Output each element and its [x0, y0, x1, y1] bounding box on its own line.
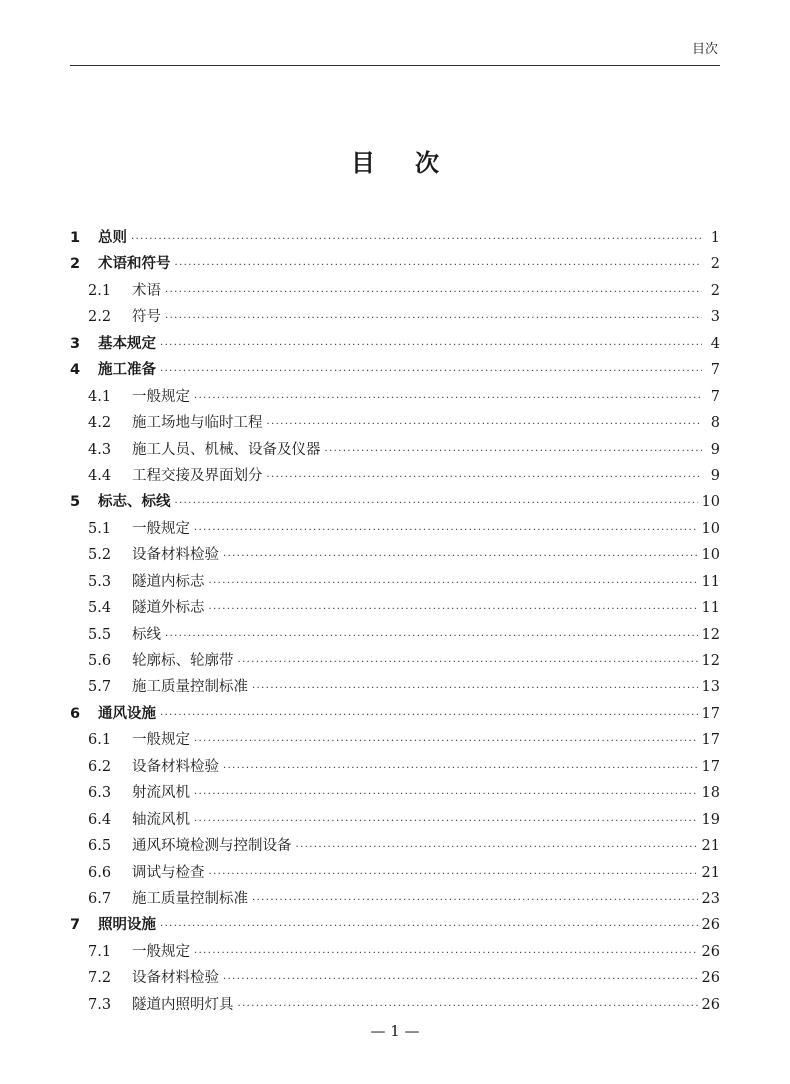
entry-number: 7.3 — [88, 996, 112, 1013]
entry-title: 一般规定 — [132, 732, 190, 749]
entry-number: 4.1 — [88, 388, 112, 405]
entry-page: 9 — [710, 441, 720, 458]
dot-leader — [175, 260, 703, 271]
entry-title: 隧道内照明灯具 — [132, 996, 234, 1013]
toc-entry[interactable] — [70, 887, 720, 913]
entry-number: 6.5 — [88, 838, 112, 855]
entry-title: 术语 — [132, 282, 161, 299]
entry-page: 19 — [701, 811, 720, 828]
dot-leader — [160, 340, 702, 351]
entry-number: 4.2 — [88, 415, 112, 432]
entry-title: 设备材料检验 — [132, 758, 219, 775]
entry-number: 4 — [70, 362, 81, 379]
toc-entry[interactable] — [70, 702, 720, 728]
entry-number: 7 — [70, 917, 81, 934]
entry-page: 21 — [701, 838, 720, 855]
entry-page: 18 — [701, 785, 720, 802]
entry-page: 4 — [710, 335, 720, 352]
toc-entry[interactable] — [70, 570, 720, 596]
toc-entry[interactable] — [70, 834, 720, 860]
entry-title: 基本规定 — [98, 335, 156, 352]
entry-page: 26 — [701, 943, 720, 960]
entry-page: 26 — [701, 970, 720, 987]
toc-entry[interactable] — [70, 279, 720, 305]
entry-page: 21 — [701, 864, 720, 881]
entry-page: 12 — [701, 653, 720, 669]
dot-leader — [209, 604, 698, 615]
dot-leader — [194, 525, 698, 536]
dot-leader — [160, 366, 702, 377]
entry-title: 施工场地与临时工程 — [132, 415, 263, 432]
entry-title: 隧道外标志 — [132, 600, 205, 617]
entry-number: 6.1 — [88, 732, 112, 749]
entry-number: 5.6 — [88, 653, 112, 669]
entry-title: 工程交接及界面划分 — [132, 467, 263, 484]
dot-leader — [160, 710, 698, 721]
entry-page: 7 — [710, 388, 720, 405]
entry-page: 9 — [710, 467, 720, 484]
toc-entry[interactable] — [70, 993, 720, 1019]
toc-entry[interactable] — [70, 411, 720, 437]
entry-page: 10 — [701, 494, 720, 511]
entry-page: 1 — [710, 230, 720, 246]
toc-entry[interactable] — [70, 226, 720, 252]
entry-number: 5.4 — [88, 600, 112, 617]
toc-entry[interactable] — [70, 305, 720, 331]
entry-title: 一般规定 — [132, 943, 190, 960]
dot-leader — [238, 657, 698, 668]
dot-leader — [296, 842, 698, 853]
entry-number: 5.2 — [88, 547, 112, 564]
toc-entry[interactable] — [70, 464, 720, 490]
toc-entry[interactable] — [70, 623, 720, 649]
entry-number: 4.4 — [88, 467, 112, 484]
entry-title: 调试与检查 — [132, 864, 205, 881]
entry-number: 6.6 — [88, 864, 112, 881]
dot-leader — [252, 683, 698, 694]
toc-entry[interactable] — [70, 490, 720, 516]
toc-entry[interactable] — [70, 808, 720, 834]
entry-title: 一般规定 — [132, 520, 190, 537]
entry-title: 施工质量控制标准 — [132, 679, 248, 696]
toc-entry[interactable] — [70, 728, 720, 754]
table-of-contents — [70, 226, 720, 1019]
entry-page: 26 — [701, 996, 720, 1013]
entry-number: 5 — [70, 494, 81, 511]
entry-number: 3 — [70, 335, 81, 352]
entry-title: 一般规定 — [132, 388, 190, 405]
entry-title: 符号 — [132, 309, 161, 326]
toc-entry[interactable] — [70, 543, 720, 569]
entry-title: 照明设施 — [98, 917, 156, 934]
entry-number: 5.5 — [88, 626, 112, 643]
dot-leader — [165, 631, 698, 642]
toc-entry[interactable] — [70, 332, 720, 358]
dot-leader — [194, 816, 698, 827]
dot-leader — [223, 763, 698, 774]
entry-number: 1 — [70, 230, 81, 246]
header-rule — [70, 65, 720, 66]
entry-title: 隧道内标志 — [132, 573, 205, 590]
entry-page: 7 — [710, 362, 720, 379]
entry-page: 23 — [701, 890, 720, 907]
dot-leader — [194, 948, 698, 959]
entry-title: 轮廓标、轮廓带 — [132, 653, 234, 669]
toc-entry[interactable] — [70, 940, 720, 966]
toc-entry[interactable] — [70, 252, 720, 278]
toc-entry[interactable] — [70, 755, 720, 781]
entry-title: 施工准备 — [98, 362, 156, 379]
entry-page: 12 — [701, 626, 720, 643]
entry-number: 6.7 — [88, 890, 112, 907]
entry-number: 5.1 — [88, 520, 112, 537]
entry-page: 17 — [701, 705, 720, 722]
dot-leader — [325, 446, 703, 457]
entry-number: 6 — [70, 705, 81, 722]
entry-number: 4.3 — [88, 441, 112, 458]
entry-title: 术语和符号 — [98, 256, 171, 273]
entry-title: 施工质量控制标准 — [132, 890, 248, 907]
entry-number: 2.2 — [88, 309, 112, 326]
entry-title: 轴流风机 — [132, 811, 190, 828]
dot-leader — [165, 287, 702, 298]
entry-page: 2 — [710, 282, 720, 299]
page-title: 目次 — [351, 149, 479, 177]
dot-leader — [160, 921, 698, 932]
entry-page: 2 — [710, 256, 720, 273]
entry-number: 5.3 — [88, 573, 112, 590]
entry-page: 17 — [701, 758, 720, 775]
dot-leader — [267, 472, 703, 483]
page-number-footer: — 1 — — [370, 1022, 420, 1040]
entry-number: 6.3 — [88, 785, 112, 802]
entry-title: 通风环境检测与控制设备 — [132, 838, 292, 855]
entry-title: 总则 — [98, 230, 127, 246]
entry-title: 设备材料检验 — [132, 970, 219, 987]
dot-leader — [252, 895, 698, 906]
entry-number: 7.2 — [88, 970, 112, 987]
entry-title: 标志、标线 — [98, 494, 171, 511]
toc-entry[interactable] — [70, 861, 720, 887]
entry-number: 2.1 — [88, 282, 112, 299]
dot-leader — [194, 736, 698, 747]
toc-entry[interactable] — [70, 913, 720, 939]
dot-leader — [238, 1001, 698, 1012]
entry-page: 26 — [701, 917, 720, 934]
dot-leader — [267, 419, 703, 430]
dot-leader — [209, 578, 698, 589]
entry-number: 6.2 — [88, 758, 112, 775]
dot-leader — [175, 498, 698, 509]
dot-leader — [194, 393, 702, 404]
dot-leader — [194, 789, 698, 800]
entry-page: 17 — [701, 732, 720, 749]
entry-number: 6.4 — [88, 811, 112, 828]
toc-entry[interactable] — [70, 358, 720, 384]
dot-leader — [165, 313, 702, 324]
entry-page: 8 — [710, 415, 720, 432]
entry-page: 13 — [701, 679, 720, 696]
toc-entry[interactable] — [70, 675, 720, 701]
dot-leader — [209, 869, 698, 880]
dot-leader — [131, 234, 702, 245]
running-head: 目次 — [691, 42, 718, 57]
entry-number: 7.1 — [88, 943, 112, 960]
entry-number: 5.7 — [88, 679, 112, 696]
entry-title: 施工人员、机械、设备及仪器 — [132, 441, 321, 458]
toc-entry[interactable] — [70, 596, 720, 622]
entry-page: 10 — [701, 520, 720, 537]
toc-entry[interactable] — [70, 385, 720, 411]
toc-entry[interactable] — [70, 517, 720, 543]
entry-number: 2 — [70, 256, 81, 273]
entry-title: 射流风机 — [132, 785, 190, 802]
dot-leader — [223, 551, 698, 562]
entry-page: 11 — [701, 600, 720, 617]
toc-entry[interactable] — [70, 649, 720, 675]
entry-page: 10 — [701, 547, 720, 564]
toc-entry[interactable] — [70, 966, 720, 992]
entry-page: 3 — [710, 309, 720, 326]
entry-title: 通风设施 — [98, 705, 156, 722]
entry-page: 11 — [701, 573, 720, 590]
entry-title: 设备材料检验 — [132, 547, 219, 564]
dot-leader — [223, 974, 698, 985]
entry-title: 标线 — [132, 626, 161, 643]
toc-entry[interactable] — [70, 438, 720, 464]
toc-entry[interactable] — [70, 781, 720, 807]
